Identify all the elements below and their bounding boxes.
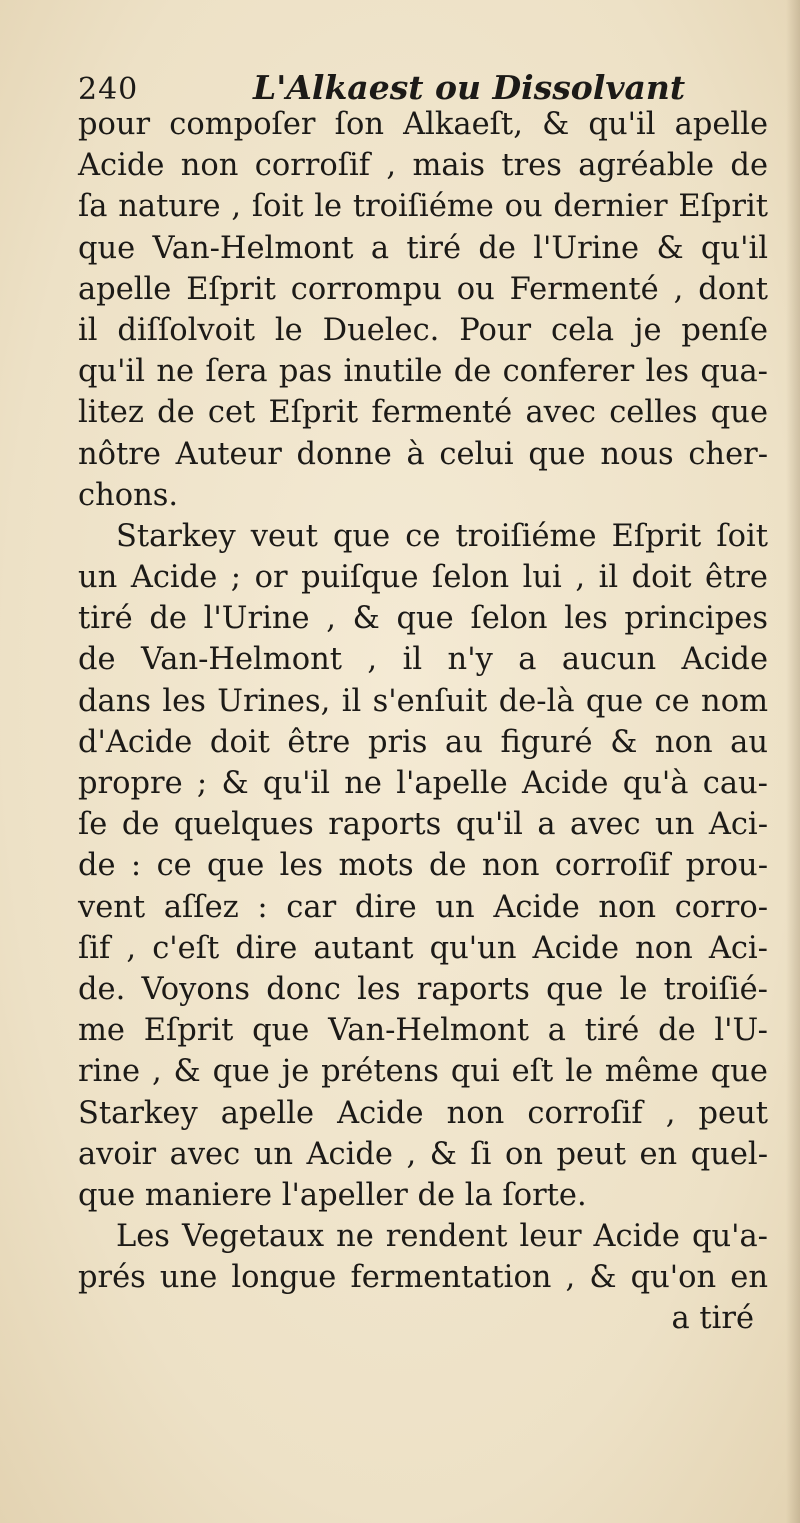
paragraph-first-line: Les Vegetaux ne rendent leur Acide qu'a- bbox=[116, 1219, 768, 1255]
paragraph-first-line: Starkey veut que ce troiſiéme Eſprit ſoit bbox=[116, 518, 768, 554]
text-line: rine , & que je prétens qui eſt le même que bbox=[78, 1054, 768, 1090]
text-line: dans les Urines, il s'enſuit de-là que ce nom bbox=[78, 683, 768, 719]
text-line: prés une longue fermentation , & qu'on en bbox=[78, 1260, 768, 1296]
text-line: ſa nature , ſoit le troiſiéme ou dernier Eſprit bbox=[78, 189, 768, 225]
text-line: ſe de quelques raports qu'il a avec un Aci- bbox=[78, 807, 768, 843]
text-line: nôtre Auteur donne à celui que nous cher- bbox=[78, 436, 768, 472]
text-line: ſif , c'eſt dire autant qu'un Acide non Aci- bbox=[78, 930, 768, 966]
body-text bbox=[78, 104, 768, 1340]
text-line: vent aſſez : car dire un Acide non corro- bbox=[78, 889, 768, 925]
text-line: qu'il ne ſera pas inutile de conferer les qua- bbox=[78, 354, 768, 390]
running-title: L'Alkaest ou Dissolvant bbox=[253, 68, 686, 107]
catchword: a tiré bbox=[671, 1301, 754, 1337]
text-line: litez de cet Eſprit fermenté avec celles que bbox=[78, 395, 768, 431]
page-edge-shadow bbox=[786, 0, 800, 1523]
page-number: 240 bbox=[78, 72, 139, 107]
text-line: que Van-Helmont a tiré de l'Urine & qu'il bbox=[78, 230, 768, 266]
text-line: Acide non corroſif , mais tres agréable de bbox=[78, 148, 768, 184]
text-line: propre ; & qu'il ne l'apelle Acide qu'à cau- bbox=[78, 766, 768, 801]
text-line: que maniere l'apeller de la ſorte. bbox=[78, 1177, 587, 1213]
text-line: avoir avec un Acide , & ſi on peut en quel- bbox=[78, 1136, 768, 1172]
text-line: de. Voyons donc les raports que le troiſié- bbox=[78, 971, 768, 1007]
text-line: de : ce que les mots de non corroſif prou- bbox=[78, 848, 768, 884]
text-line: pour compoſer ſon Alkaeſt, & qu'il apelle bbox=[78, 107, 768, 142]
text-line: Starkey apelle Acide non corroſif , peut bbox=[78, 1095, 768, 1131]
text-line: un Acide ; or puiſque ſelon lui , il doit être bbox=[78, 560, 768, 596]
text-line: me Eſprit que Van-Helmont a tiré de l'U- bbox=[78, 1013, 768, 1049]
text-line: tiré de l'Urine , & que ſelon les principes bbox=[78, 601, 768, 637]
text-line: apelle Eſprit corrompu ou Fermenté , dont bbox=[78, 271, 768, 307]
text-line: d'Acide doit être pris au figuré & non au bbox=[78, 724, 768, 760]
text-line: de Van-Helmont , il n'y a aucun Acide bbox=[78, 642, 768, 678]
text-line: il diſſolvoit le Duelec. Pour cela je penſe bbox=[78, 312, 768, 348]
text-line: chons. bbox=[78, 477, 179, 513]
